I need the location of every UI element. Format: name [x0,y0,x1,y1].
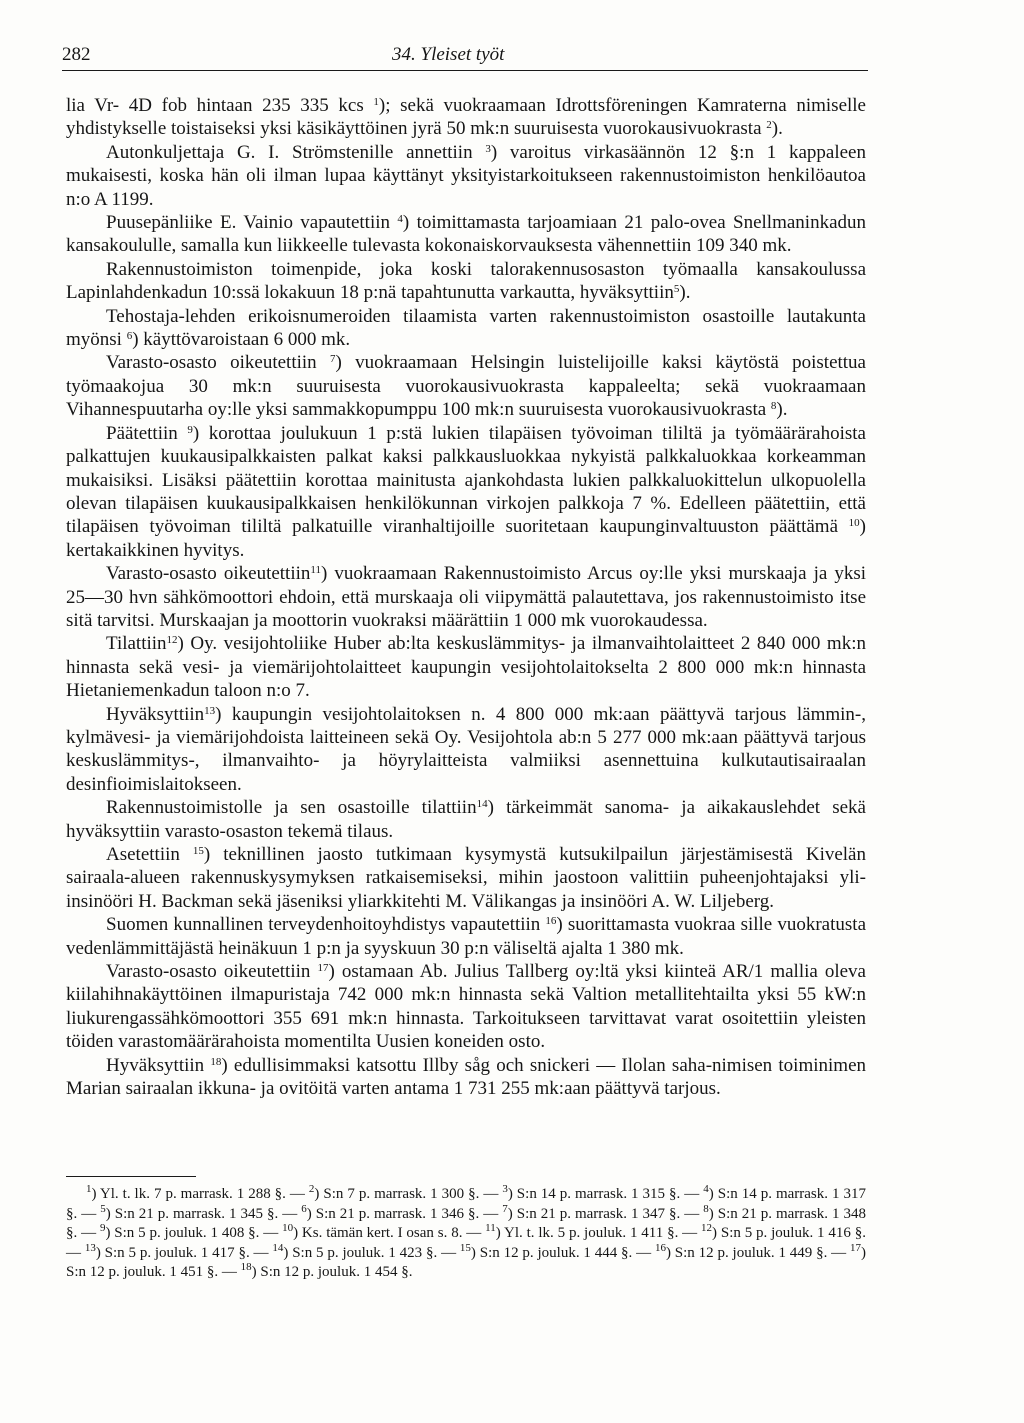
footnote-reference: 4 [397,213,403,226]
footnote-reference: 2 [308,1183,315,1195]
paragraph [66,562,866,632]
paragraph [66,632,866,702]
paragraph [66,960,866,1054]
footnote-reference: 16 [654,1241,666,1254]
text-run: ) vuokraamaan Helsingin luistelijoille kaksi käytöstä poistettua työmaakojua 30 mk:n suuruisesta vuorokausivuokrasta kappaleelta; sekä vuokraamaan Vihannespuutarha oy:lle yksi sammakkopumppu 100 mk:n suuruisesta vuorokausivuokrasta [66,352,866,421]
text-run: lia Vr- 4D fob hintaan 235 335 kcs [66,95,374,116]
text-run: ) S:n 5 p. jouluk. 1 417 §. — [95,1244,273,1261]
footnote-reference: 7 [329,353,336,366]
text-run: ) ostamaan Ab. Julius Tallberg oy:ltä yksi kiinteä AR/1 mallia oleva kiilahihnakäyttöinen ilmapuristaja 742 000 mk:n hinnasta sekä Valtion metallitehtailta yksi 55 kW:n liukurengassähkömoottori 355 691 mk:n hinnasta. Tarkoitukseen tarvittavat varat osoitettiin yleisten töiden varastomäärärahoista momentilta Uusien koneiden osto. [66,961,866,1053]
footnote-reference: 18 [210,1055,222,1068]
footnote-reference: 15 [459,1241,471,1254]
text-run: ) S:n 12 p. jouluk. 1 451 §. — [66,1244,867,1281]
footnote-reference: 17 [317,962,329,975]
footnote-reference: 9 [99,1222,106,1235]
text-run: ) S:n 21 p. marrask. 1 347 §. — [507,1205,704,1222]
text-run: ) Ks. tämän kert. I osan s. 8. — [293,1225,486,1242]
footnote-reference: 18 [240,1261,252,1274]
text-run: Varasto-osasto oikeutettiin [106,563,311,585]
body-text [66,94,866,1100]
paragraph [66,703,866,797]
paragraph [66,913,866,960]
footnote-reference: 15 [192,845,204,857]
footnote-reference: 3 [485,142,491,155]
text-run: ) Oy. vesijohtoliike Huber ab:lta keskuslämmitys- ja ilmanvaihtolaitteet 2 840 000 mk:n hinnasta sekä vesi- ja viemärijohtolaitteet kaupungin vesijohtolaitokselta 2 800 000 mk:n hinnasta Hietaniemenkadun taloon n:o 7. [66,633,866,702]
footnote-reference: 13 [84,1241,96,1254]
paragraph [66,1054,866,1101]
text-run: Asetettiin [106,844,193,865]
text-run: Varasto-osasto oikeutettiin [106,961,318,983]
page-number: 282 [62,44,91,65]
text-run: Tilattiin [106,633,167,655]
text-run: Autonkuljettaja G. I. Strömstenille annettiin [106,141,486,163]
text-run: ) S:n 14 p. marrask. 1 315 §. — [507,1186,704,1202]
text-run: Tehostaja-lehden erikoisnumeroiden tilaamista varten rakennustoimiston osastoille lautakunta myönsi [66,305,866,351]
footnote-reference: 5 [100,1202,106,1215]
footnote-reference: 5 [673,283,680,296]
footnote-reference: 17 [850,1241,862,1254]
text-run: ) S:n 21 p. marrask. 1 346 §. — [306,1205,503,1222]
text-run: ) teknillinen jaosto tutkimaan kysymystä kutsukilpailun järjestämisestä Kivelän sairaala-alueen rakennuskysymyksen ratkaisemiseksi, mihin jaostoon valittiin puheenjohtajaksi yli-insinööri H. Backman sekä jäseniksi yliarkkitehti M. Välikangas ja insinööri A. W. Liljeberg. [66,844,866,912]
text-run: ) S:n 12 p. jouluk. 1 449 §. — [665,1244,851,1261]
text-run: ) vuokraamaan Rakennustoimisto Arcus oy:lle yksi murskaaja ja yksi 25—30 hvn sähkömoottori ehdoin, että murskaaja oli viipymättä palautettava, jos rakennustoimisto itse sitä tarvitsi. Murskaajan ja moottorin vuokraksi määrättiin 1 000 mk vuorokaudessa. [66,563,866,631]
text-run: ) S:n 21 p. marrask. 1 345 §. — [105,1205,302,1222]
running-head: 34. Yleiset työt [392,44,505,65]
text-run: ). [771,118,783,140]
paragraph [66,843,866,913]
text-run: ) kertakaikkinen hyvitys. [66,516,866,561]
footnote-divider [66,1176,196,1177]
text-run: ); sekä vuokraamaan Idrottsföreningen Kamraterna nimiselle yhdistykselle toistaiseksi yksi käsikäyttöinen jyrä 50 mk:n suuruisesta vuorokausivuokrasta [66,95,866,140]
text-run: ) Yl. t. lk. 7 p. marrask. 1 288 §. — [91,1186,309,1202]
text-run: ) S:n 5 p. jouluk. 1 423 §. — [283,1244,460,1261]
text-run: ) varoitus virkasäännön 12 §:n 1 kappaleen mukaisesti, koska hän oli ilman lupaa käyttänyt yksityistarkoitukseen rakennustoimiston henkilöautoa n:o A 1199. [66,141,866,210]
text-run: ) S:n 7 p. marrask. 1 300 §. — [314,1186,503,1202]
text-run: Suomen kunnallinen terveydenhoitoyhdistys vapautettiin [106,914,546,936]
footnote-reference: 10 [848,517,860,530]
footnote-reference: 1 [86,1183,92,1195]
footnote-paragraph [66,1185,866,1283]
text-run: ) S:n 21 p. marrask. 1 348 §. — [66,1205,866,1242]
footnote-reference: 14 [272,1241,284,1254]
text-run: ) S:n 5 p. jouluk. 1 416 §. — [66,1225,866,1261]
text-run: Rakennustoimistolle ja sen osastoille tilattiin [106,797,477,819]
paragraph [66,422,866,562]
footnote-reference: 8 [703,1202,709,1215]
paragraph [66,258,866,305]
text-run: ) S:n 12 p. jouluk. 1 454 §. [251,1264,413,1281]
paragraph [66,305,866,352]
text-run: ). [679,282,691,304]
text-run: Hyväksyttiin [106,703,205,725]
footnote-reference: 2 [766,119,772,132]
text-run: Rakennustoimiston toimenpide, joka koski talorakennusosaston työmaalla kansakoulussa Lapinlahdenkadun 10:ssä lokakuun 18 p:nä tapahtunutta varkautta, hyväksyttiin [66,258,866,304]
footnote-reference: 12 [166,634,178,647]
text-run: ) edullisimmaksi katsottu Illby såg och snickeri — Ilolan saha-nimisen toiminimen Marian sairaalan ikkuna- ja ovitöitä varten antama 1 731 255 mk:aan päättyvä tarjous. [66,1054,866,1100]
footnote-reference: 11 [485,1222,496,1235]
text-run: ) korottaa joulukuun 1 p:stä lukien tilapäisen työvoiman tililtä ja työmäärärahoista palkattujen kuukausipalkkaisten palkat kaksi palkkausluokkaa nykyistä palkkaluokkaa korkeamman mukaisiksi. Lisäksi päätettiin korottaa mainitusta ajankohdasta lukien palkkaluokittelun ulkopuolella olevan tilapäisen kuukausipalkkaisen henkilökunnan virkojen palkkoja 7 %. Edelleen päätettiin, että tilapäisen työvoiman tililtä palkatuille viranhaltijoille suoritetaan kaupunginvaltuuston päättämä [66,422,866,538]
paragraph [66,141,866,211]
footnote-reference: 6 [126,330,133,343]
paragraph [66,211,866,258]
text-run: ) S:n 14 p. marrask. 1 317 §. — [66,1186,866,1222]
footnote-reference: 4 [703,1183,709,1195]
footnote-reference: 1 [373,96,379,108]
text-run: ) S:n 5 p. jouluk. 1 408 §. — [105,1225,283,1242]
footnote-reference: 9 [187,423,193,436]
text-run: ) suorittamasta vuokraa sille vuokratusta vedenlämmittäjästä heinäkuun 1 p:n ja syyskuun 30 p:n väliseltä ajalta 1 380 mk. [66,914,866,959]
page-header [62,42,868,71]
footnote-reference: 8 [770,400,777,413]
text-run: ) S:n 12 p. jouluk. 1 444 §. — [470,1244,655,1261]
footnote-reference: 16 [545,915,557,928]
text-run: ) kaupungin vesijohtolaitoksen n. 4 800 000 mk:aan päättyvä tarjous lämmin-, kylmävesi- ja viemärijohdoista laitteineen sekä Oy. Vesijohtola ab:n 5 277 000 mk:aan päättyvä tarjous keskuslämmitys-, ilmanvaihto- ja höyrylaitteista valmiiksi asennettuina kulkutautisairaalan desinfioimislaitokseen. [66,703,866,795]
paragraph [66,351,866,421]
footnote-reference: 10 [282,1222,294,1235]
footnote-reference: 12 [701,1222,713,1235]
text-run: ). [776,399,788,421]
footnote-reference: 14 [476,798,488,811]
text-run: ) käyttövaroistaan 6 000 mk. [132,329,351,351]
footnote-reference: 7 [502,1202,508,1215]
footnote-reference: 13 [204,704,216,717]
text-run: ) toimittamasta tarjoamiaan 21 palo-ovea Snellmaninkadun kansakoululle, samalla kun liikkeelle tulevasta kokonaiskorvauksesta vähennettiin 109 340 mk. [66,212,867,257]
text-run: ) Yl. t. lk. 5 p. jouluk. 1 411 §. — [495,1225,702,1242]
text-run: ) tärkeimmät sanoma- ja aikakauslehdet sekä hyväksyttiin varasto-osaston tekemä tilaus. [66,797,866,842]
footnote-reference: 11 [310,564,321,577]
text-run: Puusepänliike E. Vainio vapautettiin [106,212,398,234]
text-run: Hyväksyttiin [106,1054,211,1076]
footnotes [66,1185,866,1283]
footnote-reference: 6 [301,1202,307,1215]
footnote-reference: 3 [502,1183,508,1195]
text-run: Päätettiin [106,422,188,444]
paragraph [66,94,866,141]
text-run: Varasto-osasto oikeutettiin [106,352,330,374]
paragraph [66,796,866,843]
